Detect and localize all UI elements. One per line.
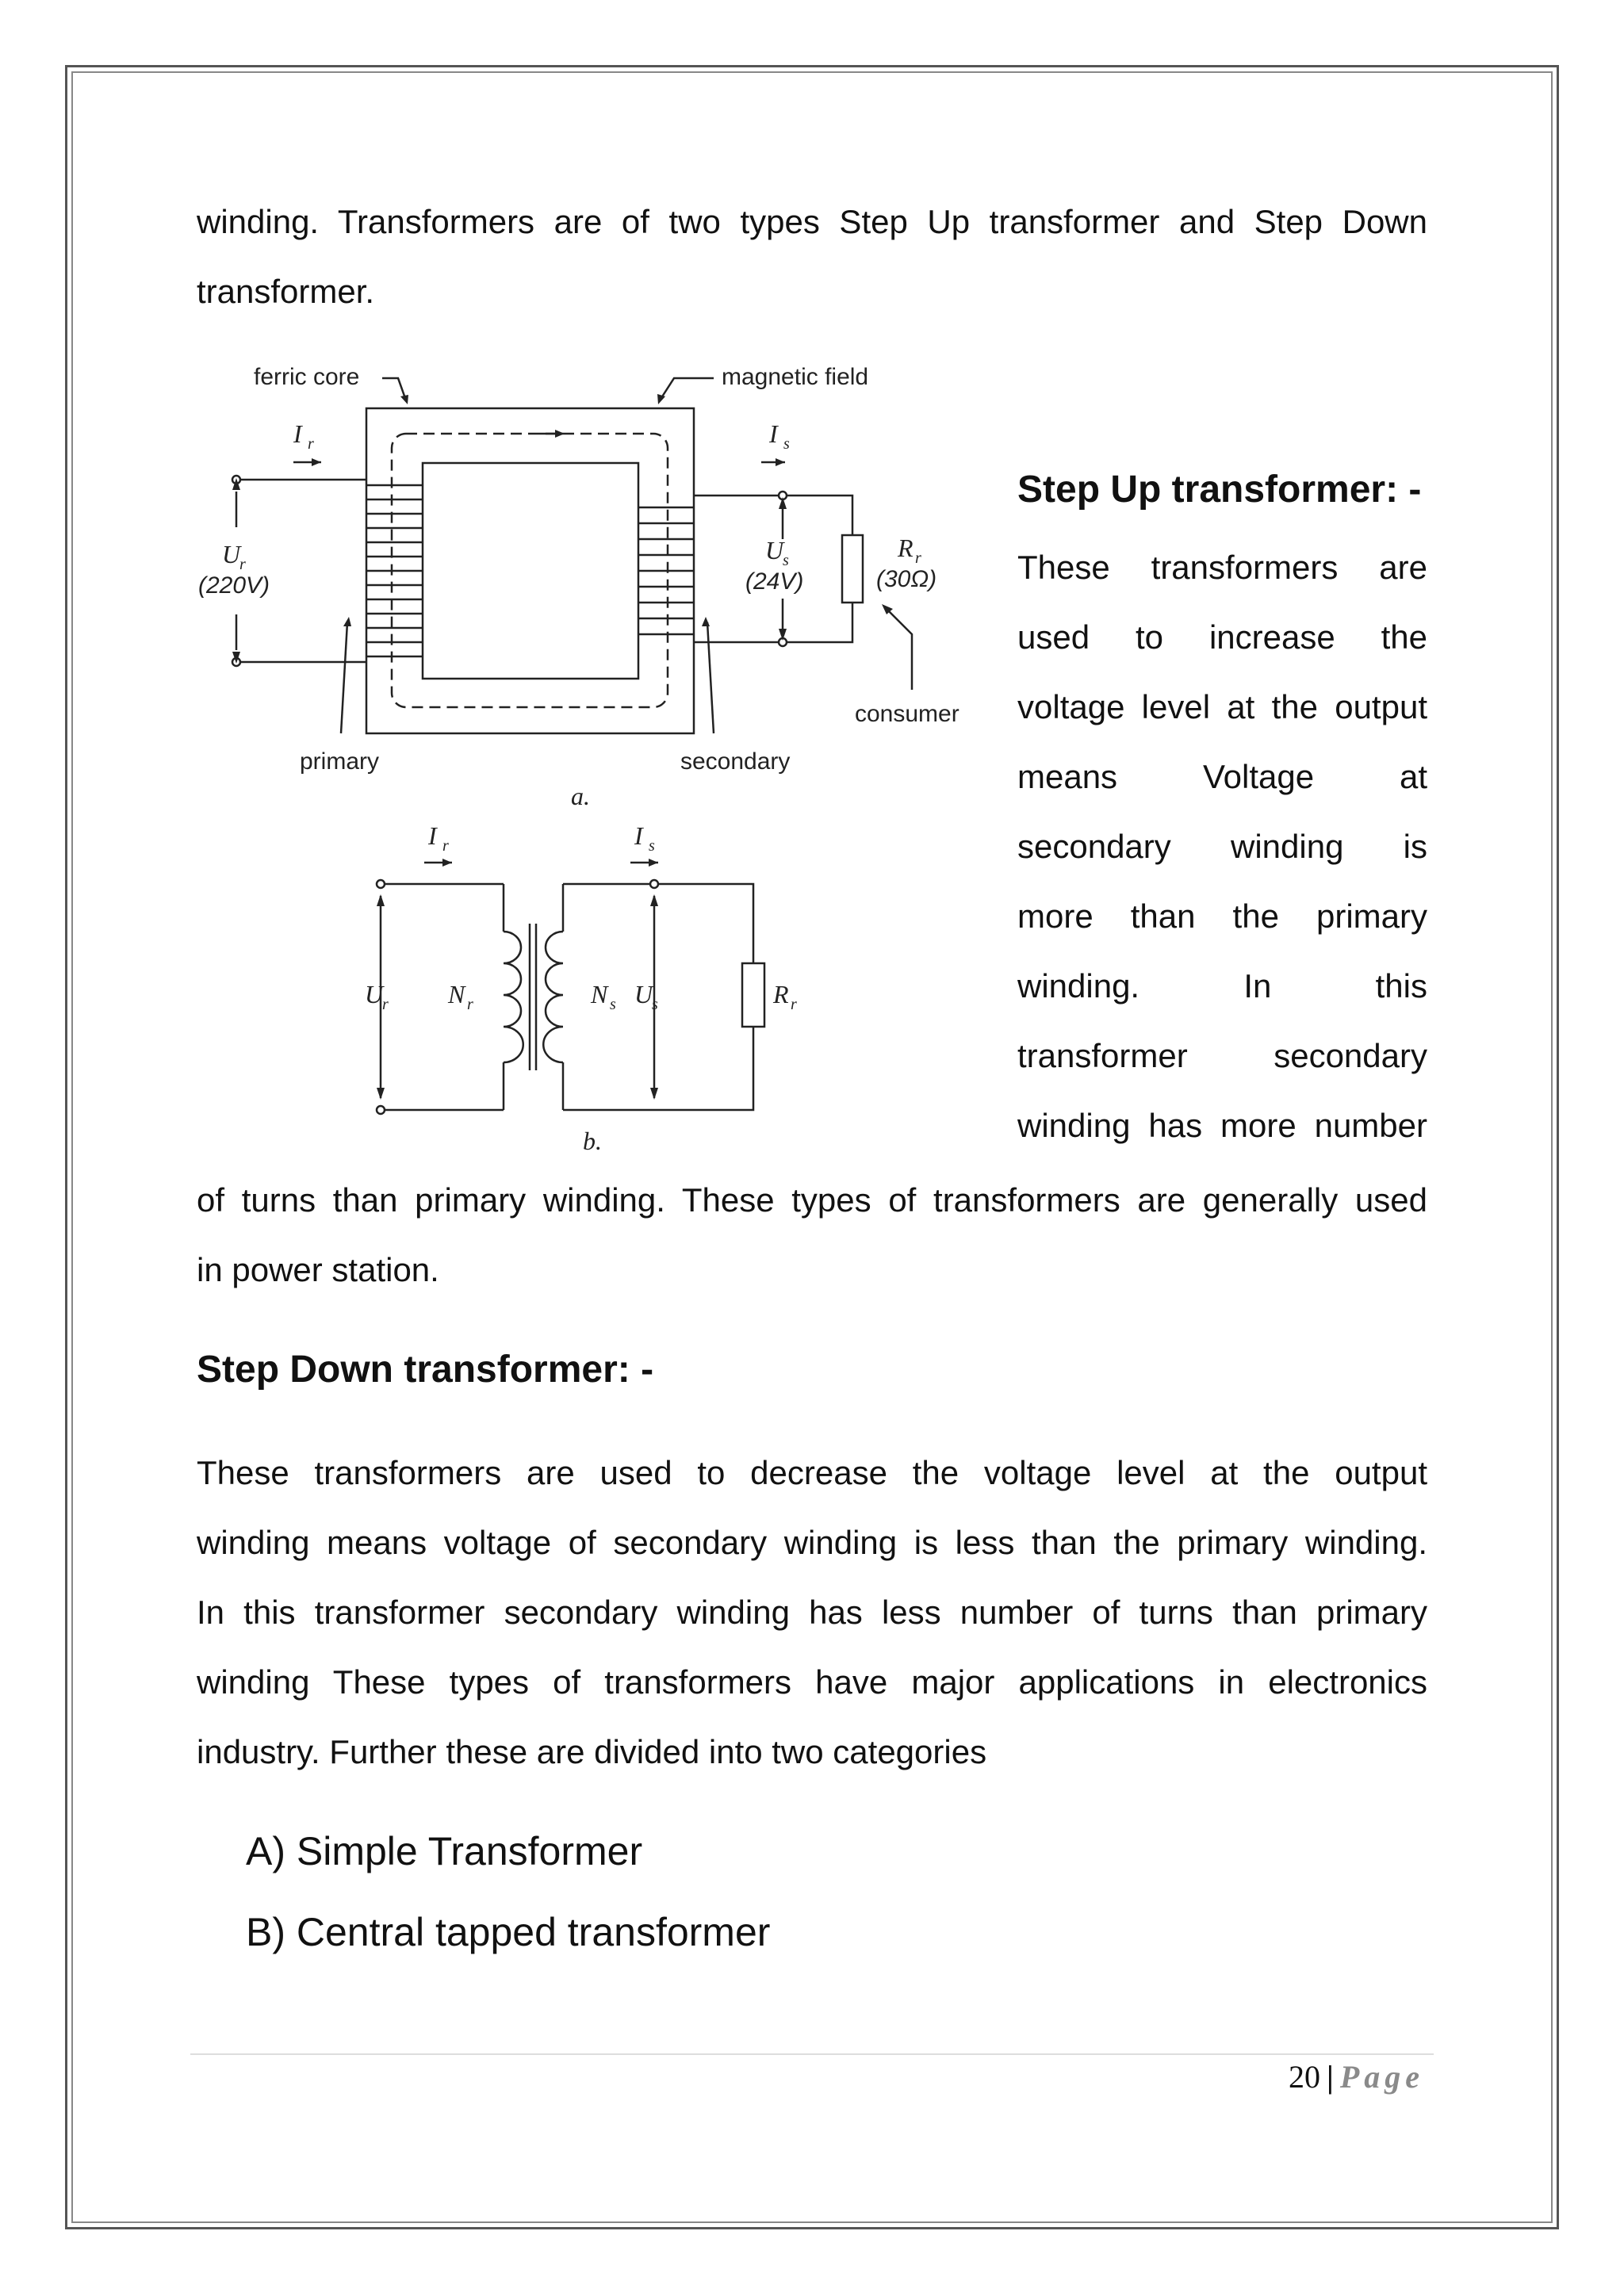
step-up-heading: Step Up transformer: - <box>1017 469 1422 511</box>
page-number: 20 <box>1289 2059 1320 2095</box>
step-up-side-line: winding. In this <box>1017 967 1427 1004</box>
diagram-a-arrows <box>232 394 893 664</box>
step-down-last-line: industry. Further these are divided into two categories <box>197 1733 987 1770</box>
intro-line-2: transformer. <box>197 273 375 310</box>
label-ur-a-sub: r <box>239 556 246 573</box>
label-rr-b-sub: r <box>791 996 797 1013</box>
secondary-coil <box>638 507 694 634</box>
caption-b: b. <box>583 1127 602 1155</box>
label-nr-b: N <box>448 980 465 1008</box>
label-ur-a: U <box>222 540 241 568</box>
label-nr-b-sub: r <box>467 996 473 1013</box>
load-resistor-b <box>742 963 764 1027</box>
label-rr-b: R <box>773 980 789 1008</box>
intro-line-1: winding. Transformers are of two types Step Up transformer and Step Down <box>197 203 1427 240</box>
label-us-b: U <box>634 980 653 1008</box>
label-secondary: secondary <box>680 748 791 775</box>
step-up-continuation-1: of turns than primary winding. These types of transformers are generally used <box>197 1181 1427 1219</box>
label-ur-a-value: (220V) <box>198 572 270 599</box>
label-ur-b-sub: r <box>382 996 389 1013</box>
label-us-a: U <box>765 536 784 564</box>
label-is-a: I <box>769 419 778 448</box>
label-is-b-sub: s <box>649 837 655 855</box>
label-rr-a-sub: r <box>915 549 921 567</box>
diagram-b <box>377 863 764 1114</box>
step-up-continuation-2: in power station. <box>197 1251 439 1288</box>
label-rr-a-value: (30Ω) <box>876 566 937 592</box>
label-magnetic-field: magnetic field <box>722 364 869 390</box>
transformer-figure <box>190 349 975 1165</box>
magnetic-field-path <box>392 434 668 707</box>
primary-coil <box>366 485 423 656</box>
step-down-line-3: In this transformer secondary winding has less number of turns than primary <box>197 1594 1427 1631</box>
label-ir-a-sub: r <box>308 435 314 453</box>
step-up-side-line: winding has more number <box>1017 1107 1427 1144</box>
label-us-a-sub: s <box>783 552 789 569</box>
footer-separator: | <box>1327 2059 1334 2095</box>
category-simple-transformer: A) Simple Transformer <box>246 1829 643 1873</box>
label-is-a-sub: s <box>783 435 790 453</box>
label-ir-a: I <box>293 419 302 448</box>
page-footer <box>1289 2058 1424 2095</box>
label-is-b: I <box>634 821 643 850</box>
secondary-winding-b <box>543 932 563 1062</box>
label-ns-b-sub: s <box>610 996 616 1013</box>
label-us-b-sub: s <box>652 996 658 1013</box>
primary-winding-b <box>504 932 523 1062</box>
page-label: Page <box>1339 2059 1424 2095</box>
label-ir-b: I <box>428 821 437 850</box>
step-up-side-line: transformer secondary <box>1017 1037 1427 1074</box>
label-ferric-core: ferric core <box>254 364 360 390</box>
label-us-a-value: (24V) <box>745 568 804 595</box>
step-up-side-line: used to increase the <box>1017 618 1427 656</box>
label-consumer: consumer <box>855 701 959 727</box>
caption-a: a. <box>571 782 590 810</box>
step-up-side-line: means Voltage at <box>1017 758 1427 795</box>
load-resistor-a <box>842 535 863 603</box>
step-up-side-line: secondary winding is <box>1017 828 1427 865</box>
label-rr-a: R <box>898 534 914 562</box>
category-central-tapped-transformer: B) Central tapped transformer <box>246 1910 771 1954</box>
step-down-line-1: These transformers are used to decrease the voltage level at the output <box>197 1454 1427 1491</box>
label-ur-b: U <box>365 980 384 1008</box>
label-ir-b-sub: r <box>442 837 449 855</box>
step-up-side-line: These transformers are <box>1017 549 1427 586</box>
step-down-heading: Step Down transformer: - <box>197 1349 654 1391</box>
label-ns-b: N <box>591 980 608 1008</box>
diagram-b-arrows <box>377 859 658 1100</box>
ferric-core-inner <box>423 463 638 679</box>
label-primary: primary <box>300 748 380 775</box>
step-down-line-4: winding These types of transformers have major applications in electronics <box>197 1663 1427 1701</box>
diagram-a <box>232 378 912 733</box>
footer-rule <box>190 2053 1434 2055</box>
step-up-side-line: voltage level at the output <box>1017 688 1427 725</box>
step-down-line-2: winding means voltage of secondary winding is less than the primary winding. <box>197 1524 1427 1561</box>
step-up-side-line: more than the primary <box>1017 897 1427 935</box>
